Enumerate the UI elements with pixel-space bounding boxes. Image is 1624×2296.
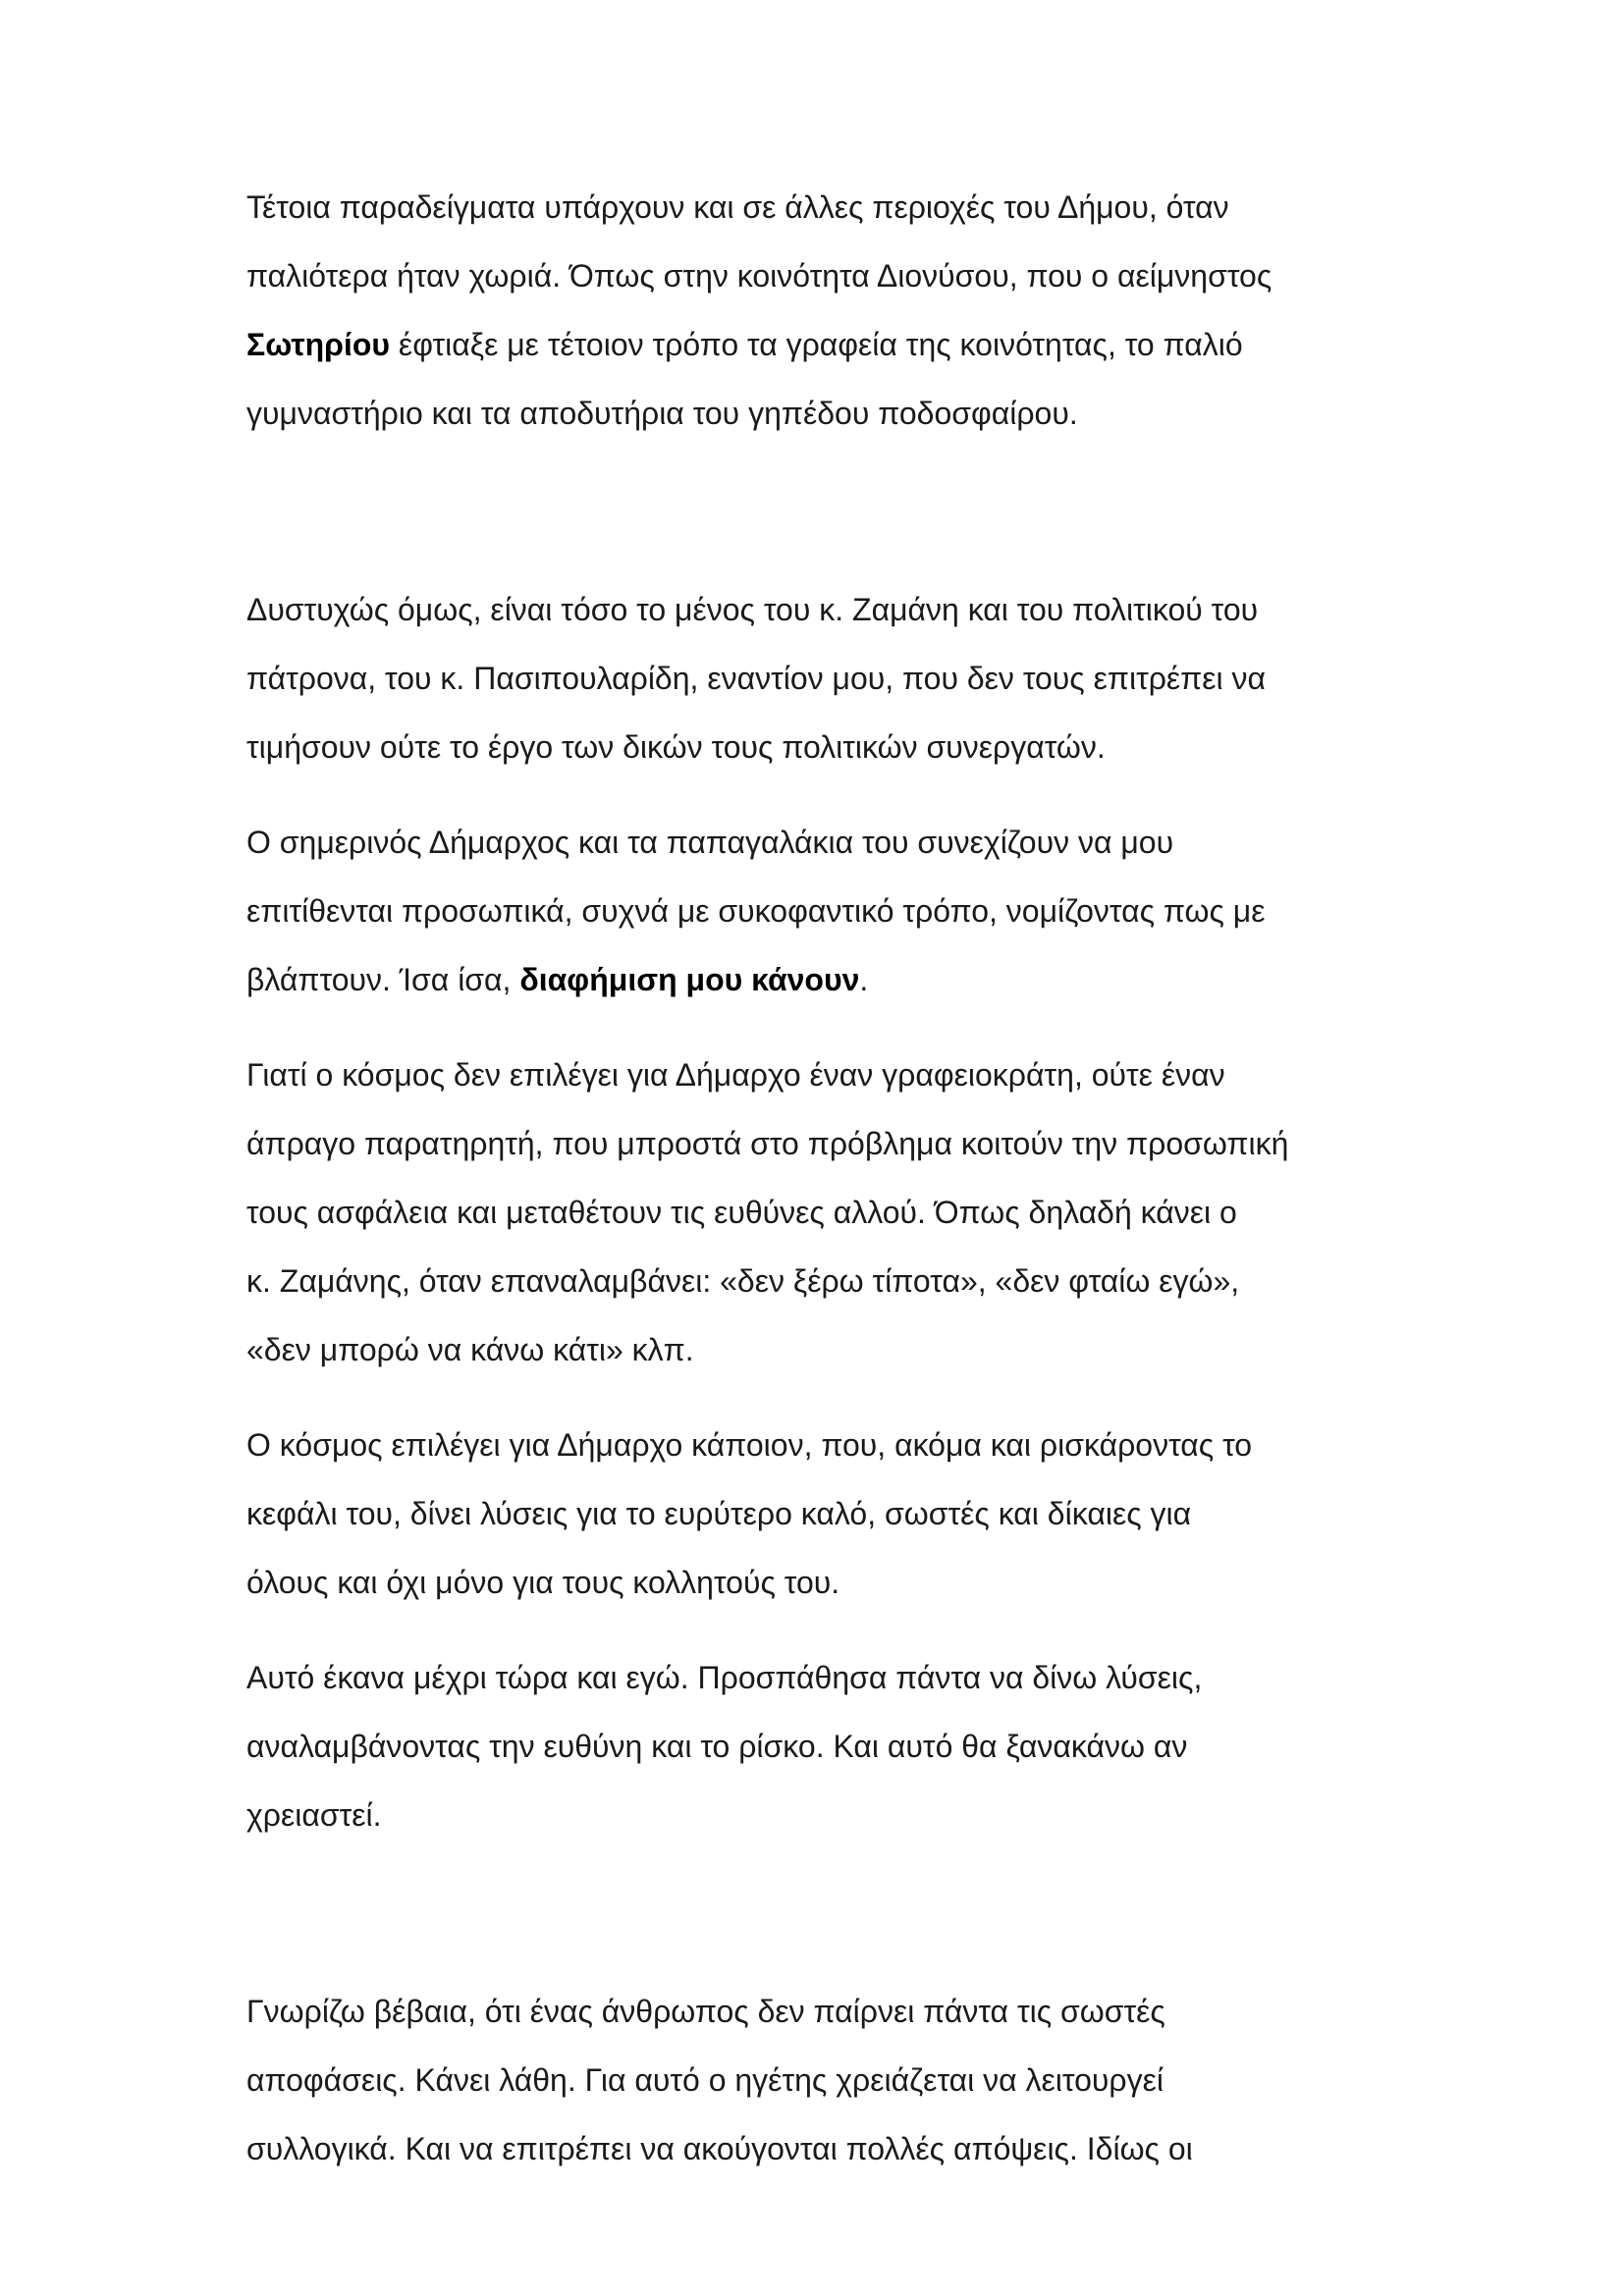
text-line: [246, 644, 1425, 713]
text-run: αποφάσεις. Κάνει λάθη. Για αυτό ο ηγέτης χρειάζεται να λειτουργεί: [246, 2062, 1164, 2098]
text-run: τους ασφάλεια και μεταθέτουν τις ευθύνες αλλού. Όπως δηλαδή κάνει ο: [246, 1195, 1237, 1230]
paragraph-spacing: [246, 1617, 1425, 1643]
text-run: Τέτοια παραδείγματα υπάρχουν και σε άλλες περιοχές του Δήμου, όταν: [246, 189, 1229, 225]
text-run: επιτίθενται προσωπικά, συχνά με συκοφαντικό τρόπο, νομίζοντας πως με: [246, 893, 1266, 929]
paragraph-spacing: [246, 448, 1425, 575]
text-run: κ. Ζαμάνης, όταν επαναλαμβάνει: «δεν ξέρω τίποτα», «δεν φταίω εγώ»,: [246, 1263, 1240, 1299]
body-text: [246, 173, 1425, 2183]
text-run: Ο κόσμος επιλέγει για Δήμαρχο κάποιον, που, ακόμα και ρισκάροντας το: [246, 1427, 1253, 1463]
text-run: Δυστυχώς όμως, είναι τόσο το μένος του κ. Ζαμάνη και του πολιτικού του: [246, 592, 1259, 627]
bold-text-run: διαφήμιση μου κάνουν: [519, 962, 860, 997]
text-line: [246, 310, 1425, 379]
text-run: Ο σημερινός Δήμαρχος και τα παπαγαλάκια του συνεχίζουν να μου: [246, 825, 1174, 860]
bold-text-run: Σωτηρίου: [246, 327, 391, 362]
paragraph: [246, 1643, 1425, 1849]
text-run: όλους και όχι μόνο για τους κολλητούς του.: [246, 1565, 840, 1600]
text-run: συλλογικά. Και να επιτρέπει να ακούγονται πολλές απόψεις. Ιδίως οι: [246, 2131, 1193, 2166]
text-run: γυμναστήριο και τα αποδυτήρια του γηπέδου ποδοσφαίρου.: [246, 396, 1078, 431]
text-line: [246, 1247, 1425, 1315]
text-line: [246, 173, 1425, 241]
text-line: [246, 1041, 1425, 1109]
paragraph-spacing: [246, 1384, 1425, 1411]
paragraph: [246, 808, 1425, 1014]
text-run: Αυτό έκανα μέχρι τώρα και εγώ. Προσπάθησα πάντα να δίνω λύσεις,: [246, 1660, 1203, 1695]
text-run: Γιατί ο κόσμος δεν επιλέγει για Δήμαρχο έναν γραφειοκράτη, ούτε έναν: [246, 1057, 1225, 1093]
text-line: [246, 241, 1425, 310]
text-line: [246, 2114, 1425, 2183]
text-run: βλάπτουν. Ίσα ίσα,: [246, 962, 520, 997]
text-line: [246, 1643, 1425, 1712]
paragraph: [246, 1411, 1425, 1617]
paragraph: [246, 1041, 1425, 1384]
text-run: χρειαστεί.: [246, 1797, 382, 1833]
text-line: [246, 713, 1425, 781]
paragraph-spacing: [246, 1014, 1425, 1041]
text-line: [246, 1315, 1425, 1384]
text-run: κεφάλι του, δίνει λύσεις για το ευρύτερο καλό, σωστές και δίκαιες για: [246, 1496, 1192, 1531]
text-run: παλιότερα ήταν χωριά. Όπως στην κοινότητα Διονύσου, που ο αείμνηστος: [246, 258, 1272, 294]
text-line: [246, 1479, 1425, 1548]
text-run: άπραγο παρατηρητή, που μπροστά στο πρόβλημα κοιτούν την προσωπική: [246, 1126, 1289, 1161]
text-run: «δεν μπορώ να κάνω κάτι» κλπ.: [246, 1332, 694, 1367]
text-line: [246, 575, 1425, 644]
text-run: τιμήσουν ούτε το έργο των δικών τους πολιτικών συνεργατών.: [246, 729, 1106, 765]
paragraph-spacing: [246, 1849, 1425, 1977]
paragraph: [246, 1977, 1425, 2183]
text-run: πάτρονα, του κ. Πασιπουλαρίδη, εναντίον μου, που δεν τους επιτρέπει να: [246, 661, 1267, 696]
text-line: [246, 945, 1425, 1014]
paragraph-spacing: [246, 781, 1425, 808]
text-line: [246, 808, 1425, 877]
text-line: [246, 1712, 1425, 1781]
text-line: [246, 1548, 1425, 1617]
paragraph: [246, 173, 1425, 448]
text-run: αναλαμβάνοντας την ευθύνη και το ρίσκο. Και αυτό θα ξανακάνω αν: [246, 1729, 1188, 1764]
text-line: [246, 1781, 1425, 1849]
paragraph: [246, 575, 1425, 781]
text-run: .: [859, 962, 869, 997]
text-line: [246, 1411, 1425, 1479]
text-line: [246, 2046, 1425, 2114]
text-run: έφτιαξε με τέτοιον τρόπο τα γραφεία της κοινότητας, το παλιό: [390, 327, 1243, 362]
text-run: Γνωρίζω βέβαια, ότι ένας άνθρωπος δεν παίρνει πάντα τις σωστές: [246, 1994, 1165, 2029]
text-line: [246, 1109, 1425, 1178]
text-line: [246, 1977, 1425, 2046]
text-line: [246, 379, 1425, 448]
text-line: [246, 1178, 1425, 1247]
text-line: [246, 877, 1425, 945]
